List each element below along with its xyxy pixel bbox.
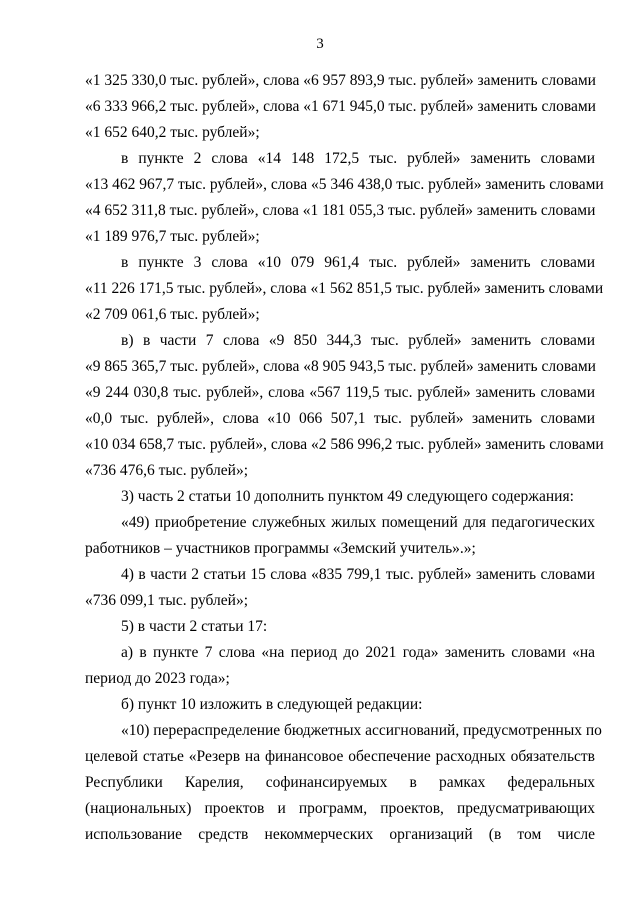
text-line: «1 652 640,2 тыс. рублей»; xyxy=(85,124,260,141)
text-line: в пункте 3 слова «10 079 961,4 тыс. рублей» заменить словами xyxy=(121,254,595,271)
text-line: Республики Карелия, софинансируемых в рамках федеральных xyxy=(85,774,595,791)
page-number: 3 xyxy=(316,36,324,52)
text-line: «4 652 311,8 тыс. рублей», слова «1 181 055,3 тыс. рублей» заменить словами xyxy=(85,202,596,219)
text-line: б) пункт 10 изложить в следующей редакции: xyxy=(121,696,423,713)
text-line: в пункте 2 слова «14 148 172,5 тыс. рублей» заменить словами xyxy=(121,150,595,167)
text-line: 5) в части 2 статьи 17: xyxy=(121,618,268,635)
text-line: «13 462 967,7 тыс. рублей», слова «5 346 438,0 тыс. рублей» заменить словами xyxy=(85,176,604,193)
text-line: «1 325 330,0 тыс. рублей», слова «6 957 893,9 тыс. рублей» заменить словами xyxy=(85,72,596,89)
text-line: «2 709 061,6 тыс. рублей»; xyxy=(85,306,260,323)
text-line: 3) часть 2 статьи 10 дополнить пунктом 49 следующего содержания: xyxy=(121,488,574,505)
text-line: «1 189 976,7 тыс. рублей»; xyxy=(85,228,260,245)
text-line: «736 099,1 тыс. рублей»; xyxy=(85,592,248,609)
text-line: использование средств некоммерческих организаций (в том числе xyxy=(85,826,595,843)
text-line: «9 865 365,7 тыс. рублей», слова «8 905 943,5 тыс. рублей» заменить словами xyxy=(85,358,596,375)
text-line: а) в пункте 7 слова «на период до 2021 года» заменить словами «на xyxy=(121,644,595,661)
text-line: «49) приобретение служебных жилых помещений для педагогических xyxy=(121,514,595,531)
text-line: период до 2023 года»; xyxy=(85,670,230,687)
text-line: «736 476,6 тыс. рублей»; xyxy=(85,462,248,479)
document-body xyxy=(85,68,604,848)
text-line: «11 226 171,5 тыс. рублей», слова «1 562 851,5 тыс. рублей» заменить словами xyxy=(85,280,604,297)
text-line: в) в части 7 слова «9 850 344,3 тыс. рублей» заменить словами xyxy=(121,332,595,349)
text-line: (национальных) проектов и программ, проектов, предусматривающих xyxy=(85,800,595,817)
text-line: 4) в части 2 статьи 15 слова «835 799,1 тыс. рублей» заменить словами xyxy=(121,566,595,583)
text-line: «9 244 030,8 тыс. рублей», слова «567 119,5 тыс. рублей» заменить словами xyxy=(85,384,595,401)
text-line: «10 034 658,7 тыс. рублей», слова «2 586 996,2 тыс. рублей» заменить словами xyxy=(85,436,604,453)
text-line: «6 333 966,2 тыс. рублей», слова «1 671 945,0 тыс. рублей» заменить словами xyxy=(85,98,596,115)
text-line: работников – участников программы «Земский учитель».»; xyxy=(85,540,476,557)
text-line: целевой статье «Резерв на финансовое обеспечение расходных обязательств xyxy=(85,748,595,765)
text-line: «0,0 тыс. рублей», слова «10 066 507,1 тыс. рублей» заменить словами xyxy=(85,410,595,427)
text-line: «10) перераспределение бюджетных ассигнований, предусмотренных по xyxy=(121,722,602,739)
